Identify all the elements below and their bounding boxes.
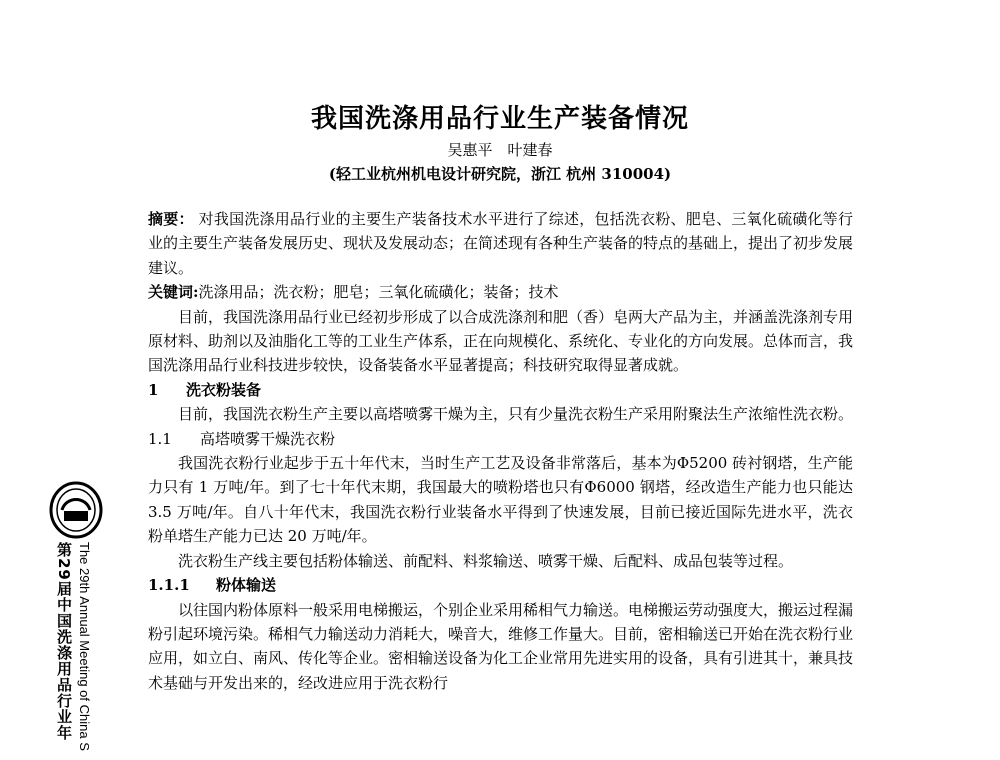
paper-authors: 吴惠平 叶建春	[447, 141, 553, 159]
section-1-1-1-heading	[148, 573, 853, 597]
section-1-paragraph: 目前，我国洗衣粉生产主要以高塔喷雾干燥为主，只有少量洗衣粉生产采用附聚法生产浓缩性洗衣粉。	[178, 405, 854, 424]
abstract-text: 对我国洗涤用品行业的主要生产装备技术水平进行了综述，包括洗衣粉、肥皂、三氧化硫磺化等行业的主要生产装备发展历史、现状及发展动态；在简述现有各种生产装备的特点的基础上，提出了初步发展建议。	[148, 210, 854, 277]
keywords	[148, 280, 853, 304]
section-number: 1.1.1	[148, 576, 190, 595]
section-1-heading	[148, 378, 853, 402]
section-1-1-paragraph-1: 我国洗衣粉行业起步于五十年代末，当时生产工艺及设备非常落后，基本为Φ5200 砖衬钢塔，生产能力只有 1 万吨/年。到了七十年代末期，我国最大的喷粉塔也只有Φ6000 钢塔，经改造生产能力也只能达 3.5 万吨/年。自八十年代末，我国洗衣粉行业装备水平得到了快速发展，目前已接近国际先进水平，洗衣粉单塔生产能力已达 20 万吨/年。	[148, 454, 853, 546]
conference-side-band	[44, 480, 114, 760]
section-number: 1.1	[148, 429, 172, 448]
section-1-1-heading	[148, 427, 853, 451]
keywords-text: 洗涤用品；洗衣粉；肥皂；三氧化硫磺化；装备；技术	[198, 283, 559, 302]
abstract	[148, 207, 853, 280]
abstract-label: 摘要：	[148, 210, 194, 228]
section-1-1-paragraph-2: 洗衣粉生产线主要包括粉体输送、前配料、料浆输送、喷雾干燥、后配料、成品包装等过程。	[178, 551, 794, 570]
section-title: 粉体输送	[216, 576, 277, 595]
section-title: 高塔喷雾干燥洗衣粉	[200, 429, 336, 448]
section-number: 1	[148, 380, 159, 399]
keywords-label: 关键词:	[148, 283, 199, 302]
section-title: 洗衣粉装备	[186, 380, 262, 399]
paper-body	[148, 207, 853, 695]
conference-name-zh: 第29届中国洗涤用品行业年	[55, 542, 73, 741]
intro-paragraph: 目前，我国洗涤用品行业已经初步形成了以合成洗涤剂和肥（香）皂两大产品为主，并涵盖洗涤剂专用原材料、助剂以及油脂化工等的工业生产体系，正在向规模化、系统化、专业化的方向发展。总体而言，我国洗涤用品行业科技进步较快，设备装备水平显著提高；科技研究取得显著成就。	[148, 307, 854, 375]
conference-name-en: The 29th Annual Meeting of China S	[77, 542, 92, 751]
section-1-1-1-paragraph: 以往国内粉体原料一般采用电梯搬运，个别企业采用稀相气力输送。电梯搬运劳动强度大，搬运过程漏粉引起环境污染。稀相气力输送动力消耗大，噪音大，维修工作量大。目前，密相输送已开始在洗衣粉行业应用，如立白、南风、传化等企业。密相输送设备为化工企业常用先进实用的设备，具有引进其十，兼具技术基础与开发出来的，经改进应用于洗衣粉行	[148, 600, 854, 692]
paper-title: 我国洗涤用品行业生产装备情况	[310, 104, 689, 134]
conference-logo-icon	[48, 480, 104, 540]
paper-affiliation: (轻工业杭州机电设计研究院，浙江 杭州 310004)	[328, 165, 672, 183]
